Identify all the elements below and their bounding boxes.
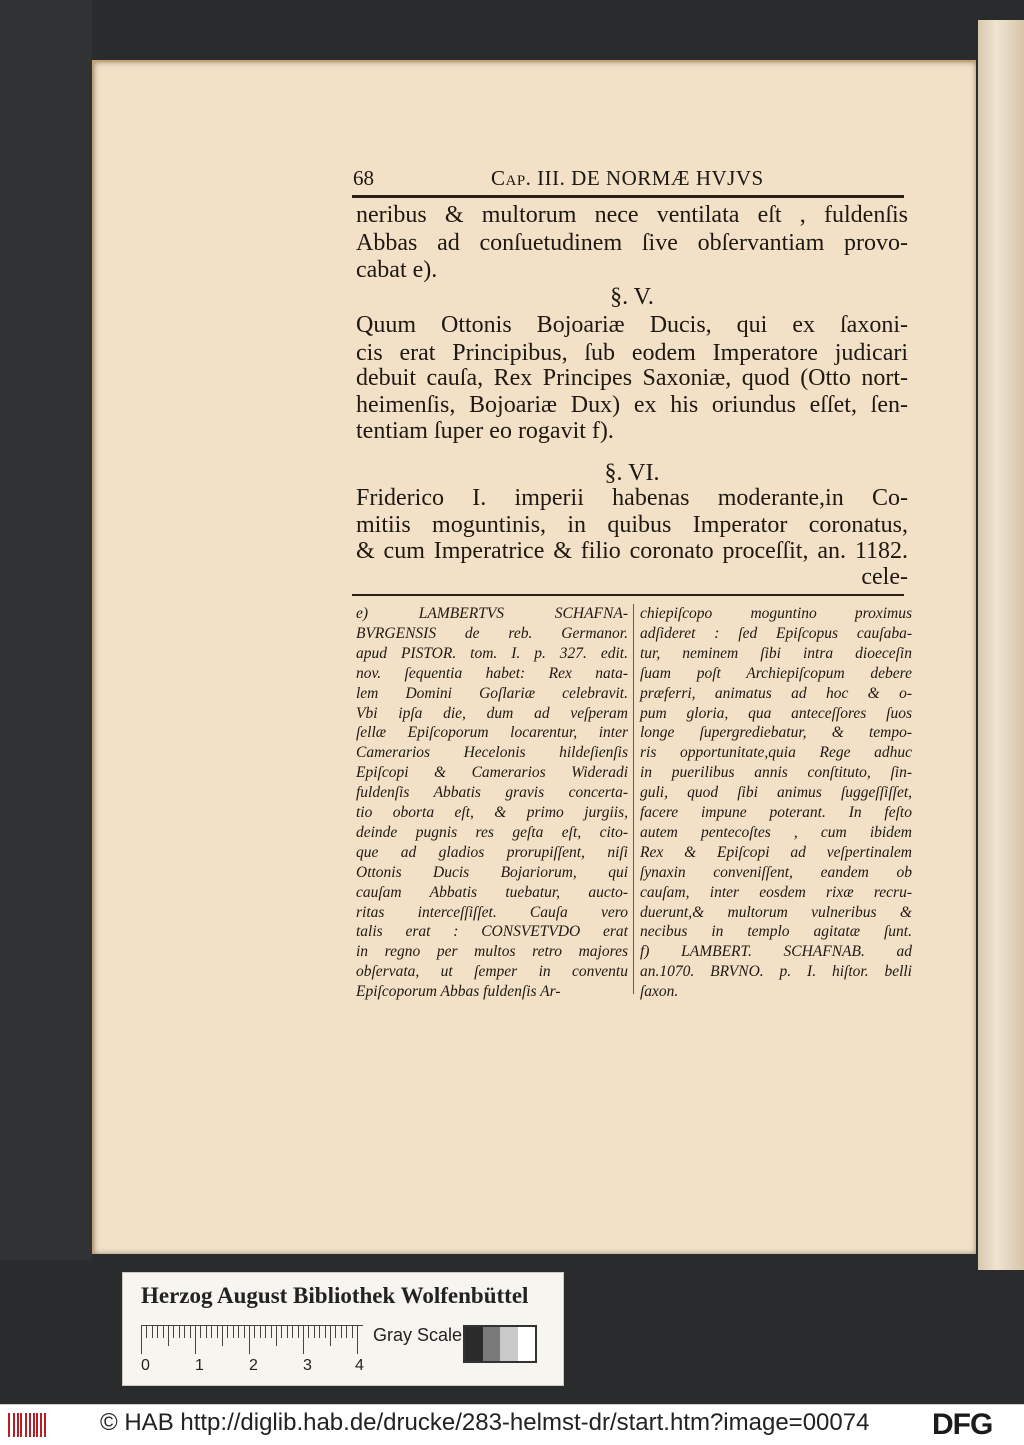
footnote-line: ritas interceſſiſſet. Cauſa vero (356, 903, 628, 921)
library-color-card (122, 1272, 564, 1386)
footnote-line: deinde pugnis res geſta eſt, cito- (356, 823, 628, 841)
ruler-tick (260, 1326, 261, 1338)
footnote-line: pum gloria, qua anteceſſores ſuos (640, 704, 912, 722)
footnote-line: ſaxon. (640, 983, 679, 1001)
footnote-line: duerunt,& multorum vulneribus & (640, 903, 912, 921)
scale-label-4: 4 (355, 1357, 364, 1374)
footnote-line: Rex & Epiſcopi ad veſpertinalem (640, 843, 912, 861)
body-line: Abbas ad conſuetudinem ſive obſervantiam provo- (356, 230, 908, 256)
ruler-tick (168, 1326, 169, 1346)
hab-bar (8, 1413, 10, 1437)
ruler-tick (222, 1326, 223, 1346)
body-line: cis erat Principibus, ſub eodem Imperatore judicari (356, 340, 908, 366)
body-line: cele- (861, 564, 908, 590)
ruler-tick (325, 1326, 326, 1338)
footnote-line: tur, neminem ſibi intra dioeceſin (640, 644, 912, 662)
gray-swatch (483, 1327, 501, 1361)
hab-bar (29, 1413, 31, 1437)
library-name: Herzog August Bibliothek Wolfenbüttel (141, 1283, 529, 1308)
hab-barcode-icon (8, 1411, 48, 1439)
footnote-line: obſervata, ut ſemper in conventu (356, 963, 628, 981)
scale-label-0: 0 (141, 1357, 150, 1374)
footnote-line: que ad gladios prorupiſſent, niſi (356, 843, 628, 861)
footnote-rule (352, 594, 904, 596)
footnote-line: in regno per multos retro majores (356, 943, 628, 961)
footnote-line: ſynaxin conveniſſent, eandem ob (640, 863, 912, 881)
footnote-line: Ottonis Ducis Bojariorum, qui (356, 863, 628, 881)
scale-label-2: 2 (249, 1357, 258, 1374)
ruler-tick (190, 1326, 191, 1338)
ruler-tick (319, 1326, 320, 1338)
footnote-line: ris opportunitate,quia Rege adhuc (640, 744, 912, 762)
body-line: §. V. (610, 284, 654, 310)
footnote-line: guli, quod ſibi animus ſuggeſſiſſet, (640, 784, 912, 802)
hab-bar (36, 1413, 38, 1437)
footnote-line: facere impune poterant. In feſto (640, 804, 912, 821)
ruler-tick (200, 1326, 201, 1338)
ruler-tick (308, 1326, 309, 1338)
footnote-line: fuldenſis Abbatis gravis concerta- (356, 784, 628, 802)
body-line: Friderico I. imperii habenas moderante,in Co- (356, 485, 908, 511)
body-line: debuit cauſa, Rex Principes Saxoniæ, quod (Otto nort- (356, 365, 908, 391)
copyright-link[interactable]: © HAB http://diglib.hab.de/drucke/283-helmst-dr/start.htm?image=00074 (100, 1409, 870, 1436)
footnote-line: e) LAMBERTVS SCHAFNA- (356, 605, 628, 622)
footnotes (356, 604, 912, 1004)
body-line: & cum Imperatrice & filio coronato proceſſit, an. 1182. (356, 538, 908, 564)
ruler-tick (211, 1326, 212, 1338)
gray-scale-swatches (463, 1325, 537, 1363)
ruler-tick (195, 1326, 196, 1354)
column-separator (633, 604, 634, 994)
hab-bar (13, 1413, 15, 1437)
ruler-tick (341, 1326, 342, 1338)
body-line: heimenſis, Bojoariæ Dux) ex his oriundus eſſet, ſen- (356, 392, 908, 418)
ruler-tick (276, 1326, 277, 1346)
ruler-tick (152, 1326, 153, 1338)
footnote-line: in puerilibus annis conſtituto, ſin- (640, 764, 912, 782)
ruler-tick (281, 1326, 282, 1338)
gray-swatch (518, 1327, 536, 1361)
hab-bar (20, 1413, 22, 1437)
hab-bar (25, 1413, 27, 1437)
ruler-tick (265, 1326, 266, 1338)
footnote-line: f) LAMBERT. SCHAFNAB. ad (640, 943, 912, 961)
gray-swatch (500, 1327, 518, 1361)
running-head-title: Cap. III. DE NORMÆ HVJVS (491, 166, 764, 190)
ruler-tick (303, 1326, 304, 1354)
footnote-line: Epiſcoporum Abbas fuldenſis Ar- (356, 983, 561, 1001)
footnote-line: necibus in templo agitatæ ſunt. (640, 923, 912, 941)
footnote-line: ſellæ Epiſcoporum locarentur, inter (356, 724, 628, 742)
ruler-tick (141, 1326, 142, 1354)
ruler-tick (217, 1326, 218, 1338)
ruler-tick (352, 1326, 353, 1338)
footnote-line: Camerarios Hecelonis hildeſienſis (356, 744, 628, 762)
ruler-tick (157, 1326, 158, 1338)
footnote-line: BVRGENSIS de reb. Germanor. (356, 624, 628, 642)
footnote-line: an.1070. BRVNO. p. I. hiſtor. belli (640, 963, 912, 981)
facing-page-edge (978, 20, 1024, 1270)
body-line: mitiis moguntinis, in quibus Imperator coronatus, (356, 512, 908, 538)
ruler-tick (298, 1326, 299, 1338)
ruler-tick (206, 1326, 207, 1338)
footnote-line: præferri, animatus ad hoc & o- (640, 684, 912, 702)
ruler-tick (184, 1326, 185, 1338)
ruler-tick (179, 1326, 180, 1338)
hab-bar (40, 1413, 42, 1437)
running-head (353, 166, 903, 194)
dfg-logo: DFG (932, 1408, 993, 1441)
footnote-line: adſideret : ſed Epiſcopus cauſaba- (640, 624, 912, 642)
ruler-tick (330, 1326, 331, 1346)
ruler-tick (254, 1326, 255, 1338)
ruler-tick (287, 1326, 288, 1338)
ruler-tick (314, 1326, 315, 1338)
footnote-line: chiepiſcopo moguntino proximus (640, 605, 912, 622)
footnote-line: Epiſcopi & Camerarios Wideradi (356, 764, 628, 782)
scan-background (0, 0, 92, 1260)
scale-label-3: 3 (303, 1357, 312, 1374)
ruler-tick (346, 1326, 347, 1338)
gray-swatch (465, 1327, 483, 1361)
hab-bar (17, 1413, 19, 1437)
footer-bar (0, 1404, 1024, 1445)
body-line: tentiam ſuper eo rogavit f). (356, 418, 614, 444)
head-rule (352, 195, 904, 198)
ruler-tick (357, 1326, 358, 1354)
footnote-line: apud PISTOR. tom. I. p. 327. edit. (356, 644, 628, 662)
scale-label-1: 1 (195, 1357, 204, 1374)
ruler-tick (173, 1326, 174, 1338)
ruler-tick (249, 1326, 250, 1354)
footnote-line: talis erat : CONSVETVDO erat (356, 923, 628, 941)
hab-bar (44, 1413, 46, 1437)
footnote-line: nov. ſequentia habet: Rex nata- (356, 664, 628, 682)
footnote-line: Vbi ipſa die, dum ad veſperam (356, 704, 628, 722)
footnote-line: lem Domini Goſlariæ celebravit. (356, 684, 628, 702)
footnote-line: tio oborta eſt, & primo jurgiis, (356, 804, 628, 821)
ruler-tick (146, 1326, 147, 1338)
footnote-line: ſuam poſt Archiepiſcopum debere (640, 664, 912, 682)
ruler-tick (292, 1326, 293, 1338)
hab-bar (33, 1413, 35, 1437)
scale-ruler (141, 1325, 363, 1356)
gray-scale-label: Gray Scale (373, 1325, 463, 1345)
footnote-line: cauſam Abbatis tuebatur, aucto- (356, 883, 628, 901)
ruler-tick (238, 1326, 239, 1338)
footnote-line: cauſam, inter eosdem rixæ recru- (640, 883, 912, 901)
body-line: neribus & multorum nece ventilata eſt , fuldenſis (356, 202, 908, 228)
ruler-tick (163, 1326, 164, 1338)
body-line: cabat e). (356, 257, 438, 283)
footnote-line: autem pentecoſtes , cum ibidem (640, 823, 912, 841)
ruler-tick (244, 1326, 245, 1338)
body-line: §. VI. (604, 460, 660, 486)
footnote-line: longe ſupergrediebatur, & tempo- (640, 724, 912, 742)
ruler-tick (227, 1326, 228, 1338)
ruler-tick (335, 1326, 336, 1338)
ruler-tick (233, 1326, 234, 1338)
page-number: 68 (353, 166, 374, 190)
body-line: Quum Ottonis Bojoariæ Ducis, qui ex ſaxoni- (356, 312, 908, 338)
ruler-tick (271, 1326, 272, 1338)
